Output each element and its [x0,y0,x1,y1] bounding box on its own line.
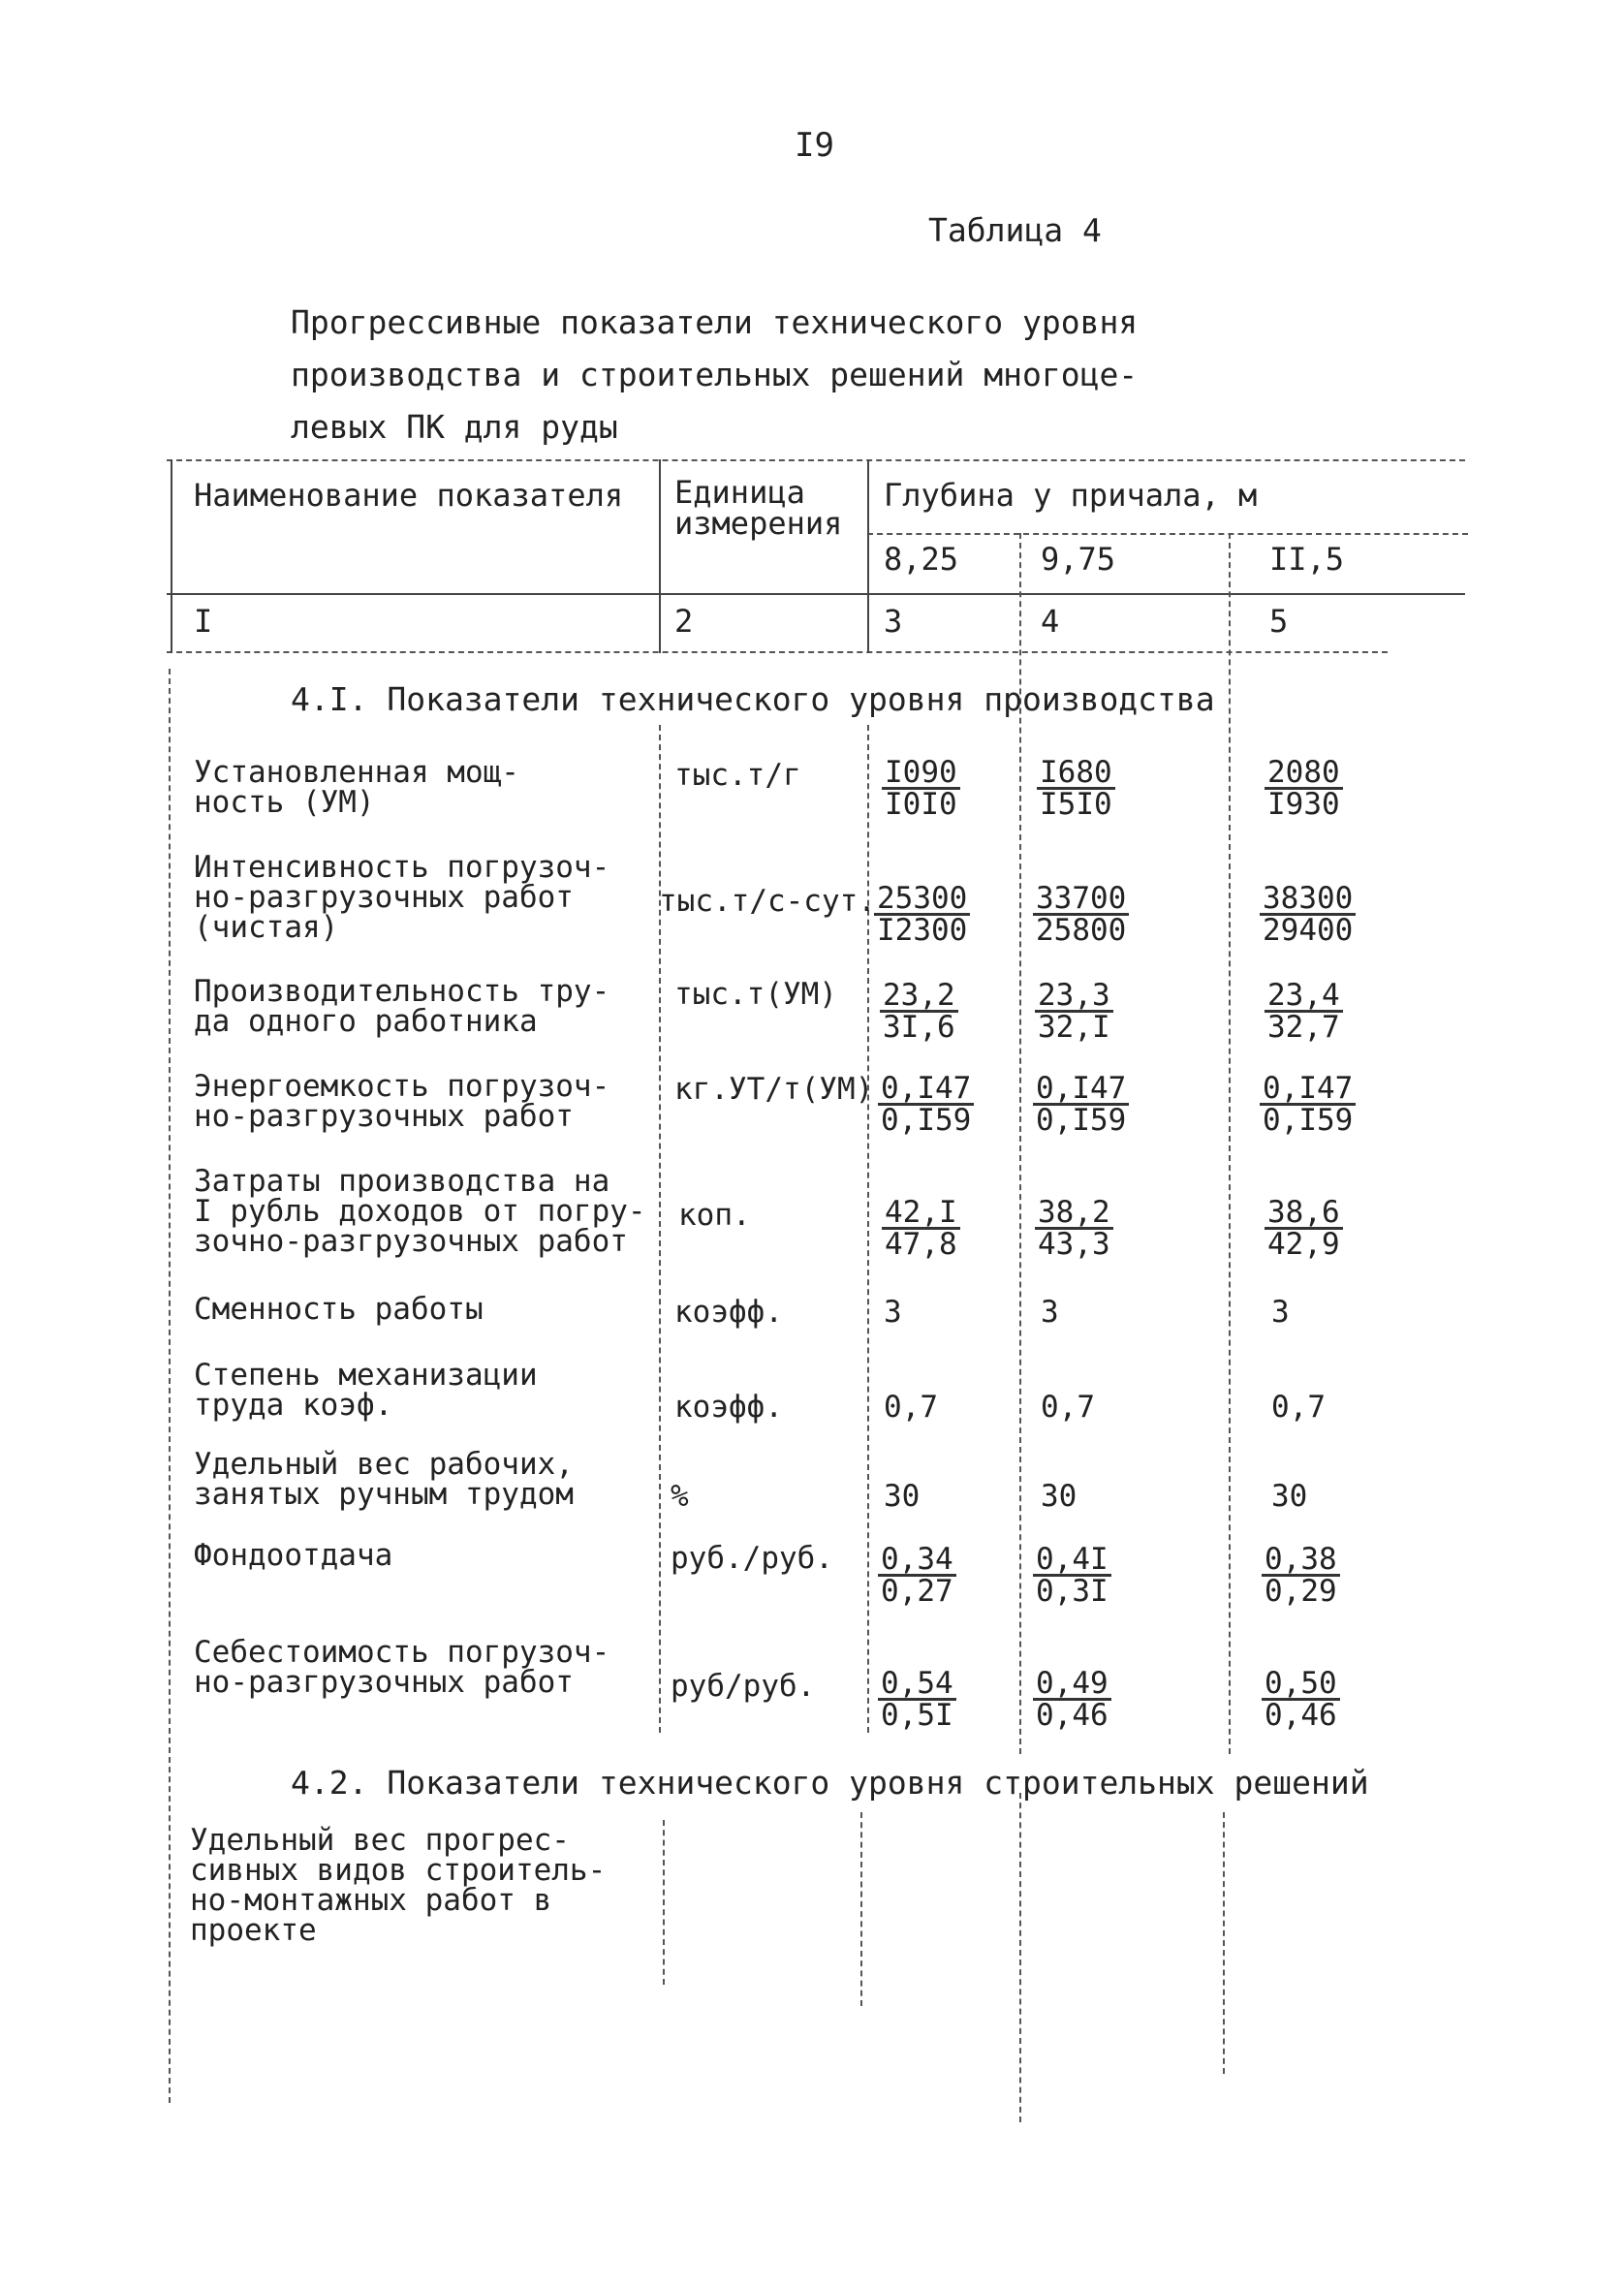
unit-cell: коэфф. [674,1390,783,1425]
value-fraction: $\frac{23,2}{3I,6}$ [880,981,958,1042]
unit-cell: коп. [678,1198,751,1233]
unit-cell: % [671,1479,689,1514]
header-depth-1: 8,25 [884,541,959,578]
value-fraction: $\frac{0,4I}{0,3I}$ [1033,1545,1111,1606]
indicator-name: Производительность тру- да одного работника [194,974,610,1039]
value-fraction: $\frac{0,49}{0,46}$ [1033,1669,1111,1730]
value-cell: 3 [884,1295,902,1330]
section-title: 4.I. Показатели технического уровня производства [291,680,1215,718]
header-depth-title: Глубина у причала, м [884,477,1258,514]
indicator-name: Энергоемкость погрузоч- но-разгрузочных работ [194,1069,610,1134]
unit-cell: коэфф. [674,1295,783,1330]
table-label: Таблица 4 [928,211,1102,249]
value-fraction: $\frac{42,I}{47,8}$ [882,1198,960,1259]
unit-cell: тыс.т(УМ) [674,977,837,1012]
column-number-1: I [194,603,213,640]
column-number-3: 3 [884,603,903,640]
indicator-name: Установленная мощ- ность (УМ) [194,755,519,820]
indicator-name: Фондоотдача [194,1538,393,1573]
value-fraction: $\frac{25300}{I2300}$ [874,884,970,945]
indicator-name: Степень механизации труда коэф. [194,1358,538,1423]
value-fraction: $\frac{0,34}{0,27}$ [878,1545,956,1606]
unit-cell: тыс.т/с-сут. [659,884,876,919]
value-cell: 3 [1041,1295,1059,1330]
column-number-4: 4 [1041,603,1060,640]
value-fraction: $\frac{0,I47}{0,I59}$ [878,1074,974,1135]
value-fraction: $\frac{0,54}{0,5I}$ [878,1669,956,1730]
value-cell: 30 [1041,1479,1077,1514]
value-cell: 30 [1271,1479,1308,1514]
value-cell: 0,7 [884,1390,938,1425]
header-unit-line: измерения [674,505,843,542]
value-fraction: $\frac{38300}{29400}$ [1260,884,1356,945]
value-fraction: $\frac{0,50}{0,46}$ [1262,1669,1340,1730]
value-fraction: $\frac{I680}{I5I0}$ [1037,758,1115,819]
page-number: I9 [795,126,834,165]
value-cell: 0,7 [1041,1390,1095,1425]
value-cell: 0,7 [1271,1390,1326,1425]
indicator-name: Интенсивность погрузоч- но-разгрузочных работ (чистая) [194,850,610,945]
header-unit [674,474,843,542]
indicator-name: Сменность работы [194,1292,484,1327]
header-unit-line: Единица [674,474,805,511]
indicator-name: Удельный вес рабочих, занятых ручным трудом [194,1447,574,1512]
header-indicator-name: Наименование показателя [194,477,624,514]
header-depth-3: II,5 [1269,541,1345,578]
value-fraction: $\frac{23,4}{32,7}$ [1265,981,1343,1042]
value-fraction: $\frac{38,6}{42,9}$ [1265,1198,1343,1259]
column-number-5: 5 [1269,603,1289,640]
value-fraction: $\frac{0,38}{0,29}$ [1262,1545,1340,1606]
value-cell: 3 [1271,1295,1290,1330]
value-fraction: $\frac{0,I47}{0,I59}$ [1033,1074,1129,1135]
caption-line: Прогрессивные показатели технического уровня [291,303,1139,341]
column-number-2: 2 [674,603,694,640]
unit-cell: кг.УТ/т(УМ) [674,1072,874,1107]
value-fraction: $\frac{23,3}{32,I}$ [1035,981,1113,1042]
indicator-name: Затраты производства на I рубль доходов от погру- зочно-разгрузочных работ [194,1164,646,1259]
value-fraction: $\frac{38,2}{43,3}$ [1035,1198,1113,1259]
caption-line: левых ПК для руды [291,408,618,446]
indicator-name: Себестоимость погрузоч- но-разгрузочных работ [194,1635,610,1700]
value-fraction: $\frac{0,I47}{0,I59}$ [1260,1074,1356,1135]
unit-cell: руб./руб. [671,1541,833,1576]
caption-line: производства и строительных решений многоце- [291,356,1139,393]
section-title: 4.2. Показатели технического уровня строительных решений [291,1764,1369,1802]
value-fraction: $\frac{33700}{25800}$ [1033,884,1129,945]
header-depth-2: 9,75 [1041,541,1116,578]
value-fraction: $\frac{I090}{I0I0}$ [882,758,960,819]
unit-cell: тыс.т/г [674,758,801,793]
unit-cell: руб/руб. [671,1669,816,1704]
table-caption [291,297,1138,454]
value-fraction: $\frac{2080}{I930}$ [1265,758,1343,819]
indicator-name: Удельный вес прогрес- сивных видов строитель- но-монтажных работ в проекте [190,1823,607,1948]
value-cell: 30 [884,1479,921,1514]
